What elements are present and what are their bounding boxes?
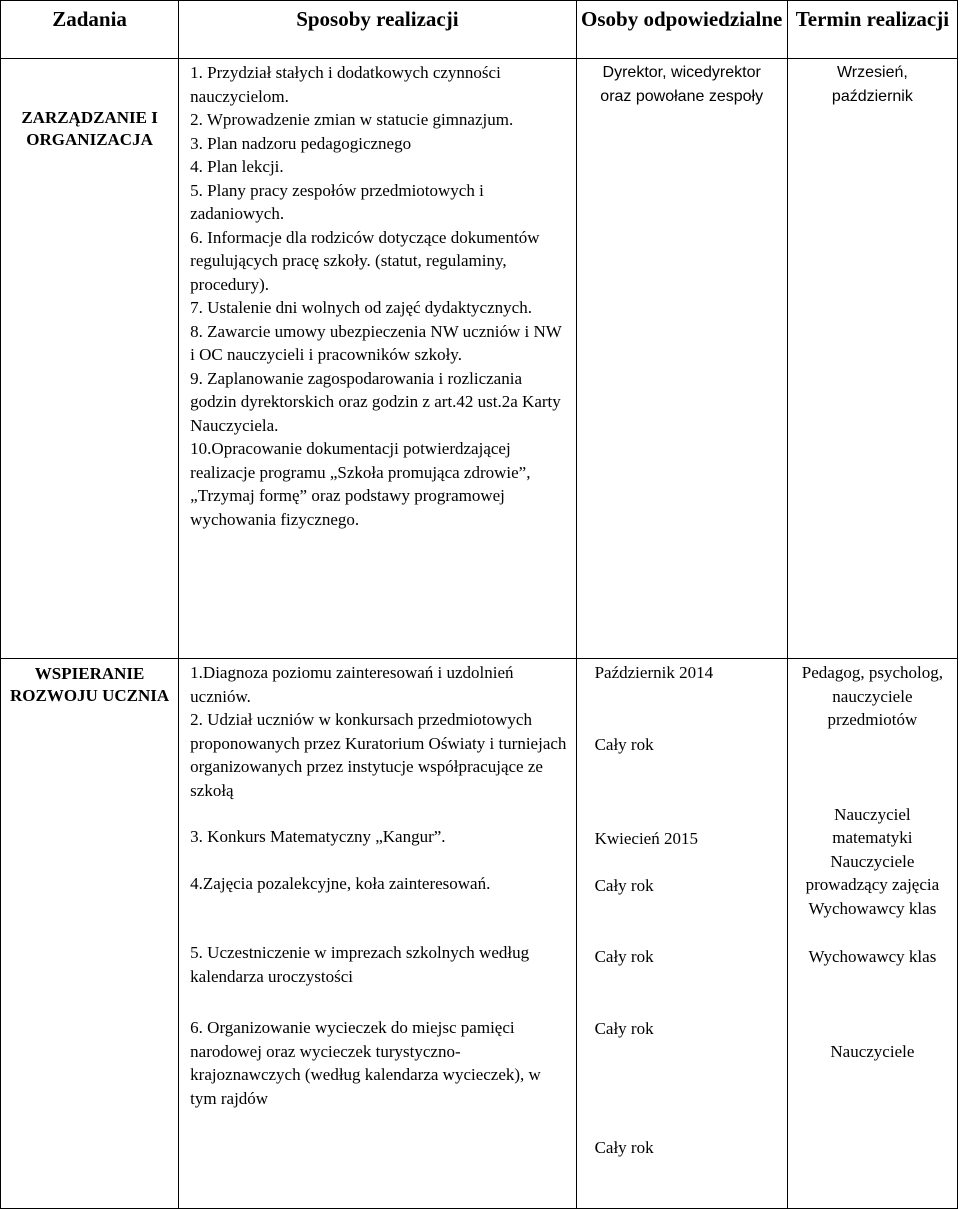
person-line: Nauczyciele prowadzący zajęcia — [805, 851, 940, 894]
area-label: WSPIERANIE ROZWOJU UCZNIA — [10, 664, 170, 705]
methods-cell — [179, 59, 576, 659]
list-item: 8. Zawarcie umowy ubezpieczenia NW uczniów i NW i OC nauczycieli i pracowników szkoły. — [190, 321, 562, 364]
term-cell — [787, 59, 957, 659]
header-termin: Termin realizacji — [787, 1, 957, 59]
area-cell — [1, 659, 179, 1209]
term-line: Kwiecień 2015 — [594, 829, 698, 848]
list-item: 3. Plan nadzoru pedagogicznego — [190, 133, 412, 153]
header-sposoby: Sposoby realizacji — [179, 1, 576, 59]
list-item: 7. Ustalenie dni wolnych od zajęć dydaktycznych. — [190, 298, 532, 317]
list-item: 5. Uczestniczenie w imprezach szkolnych według kalendarza uroczystości — [190, 943, 530, 986]
list-item: 3. Konkurs Matematyczny „Kangur”. — [190, 827, 446, 846]
term-cell — [787, 659, 957, 1209]
person-line: Nauczyciel matematyki — [832, 804, 913, 847]
person-line: Wychowawcy klas — [808, 898, 937, 918]
area-label: ZARZĄDZANIE I ORGANIZACJA — [21, 108, 158, 149]
responsible-text: Dyrektor, wicedyrektor oraz powołane zespoły — [600, 64, 764, 105]
term-line: Cały rok — [594, 947, 654, 966]
list-item: 1.Diagnoza poziomu zainteresowań i uzdolnień uczniów. — [190, 663, 514, 706]
list-item: 5. Plany pracy zespołów przedmiotowych i zadaniowych. — [190, 180, 484, 223]
responsible-cell — [576, 59, 787, 659]
table-row — [1, 659, 958, 1209]
list-item: 2. Wprowadzenie zmian w statucie gimnazjum. — [190, 110, 514, 129]
term-line: Cały rok — [594, 875, 654, 895]
list-item: 10.Opracowanie dokumentacji potwierdzającej realizacje programu „Szkoła promująca zdrowie”, „Trzymaj formę” oraz podstawy programowej wychowania fizycznego. — [190, 439, 531, 529]
person-line: Nauczyciele — [830, 1041, 915, 1061]
table-row — [1, 59, 958, 659]
term-line: Cały rok — [594, 734, 654, 754]
methods-cell — [179, 659, 576, 1209]
header-osoby: Osoby odpowiedzialne — [576, 1, 787, 59]
person-line: Pedagog, psycholog, nauczyciele przedmiotów — [801, 663, 943, 729]
list-item: 4.Zajęcia pozalekcyjne, koła zainteresowań. — [190, 873, 491, 893]
term-text: Wrzesień, październik — [831, 64, 913, 105]
header-zadania: Zadania — [1, 1, 179, 59]
list-item: 9. Zaplanowanie zagospodarowania i rozliczania godzin dyrektorskich oraz godzin z art.42 ust.2a Karty Nauczyciela. — [190, 368, 561, 435]
term-line: Październik 2014 — [594, 663, 714, 682]
term-line: Cały rok — [594, 1018, 654, 1038]
header-row — [1, 1, 958, 59]
list-item: 2. Udział uczniów w konkursach przedmiotowych proponowanych przez Kuratorium Oświaty i turniejach organizowanych przez instytucje współpracujące ze szkołą — [190, 710, 567, 800]
area-cell — [1, 59, 179, 659]
list-item: 4. Plan lekcji. — [190, 157, 284, 176]
list-item: 6. Organizowanie wycieczek do miejsc pamięci narodowej oraz wycieczek turystyczno- krajoznawczych (według kalendarza wycieczek), w tym rajdów — [190, 1018, 541, 1108]
list-item: 6. Informacje dla rodziców dotyczące dokumentów regulujących pracę szkoły. (statut, regulaminy, procedury). — [190, 227, 540, 294]
person-line: Wychowawcy klas — [808, 947, 937, 966]
list-item: 1. Przydział stałych i dodatkowych czynności nauczycielom. — [190, 63, 501, 106]
term-line: Cały rok — [594, 1138, 654, 1157]
responsible-cell — [576, 659, 787, 1209]
